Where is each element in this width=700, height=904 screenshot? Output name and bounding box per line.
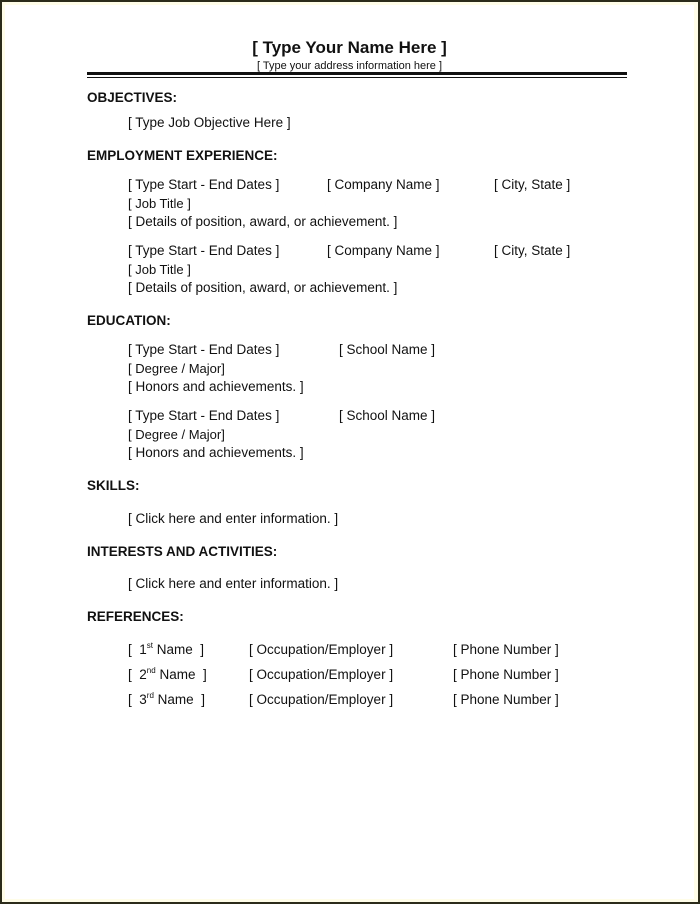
reference-occupation-field[interactable]: [ Occupation/Employer ] (249, 642, 394, 657)
reference-ordinal: 1 (139, 642, 147, 657)
company-name-field[interactable]: [ Company Name ] (327, 243, 440, 258)
employment-heading: EMPLOYMENT EXPERIENCE: (87, 148, 278, 163)
objectives-heading: OBJECTIVES: (87, 90, 178, 105)
reference-phone-field[interactable]: [ Phone Number ] (453, 667, 559, 682)
reference-ordinal-suffix: st (146, 641, 154, 650)
interests-heading: INTERESTS AND ACTIVITIES: (87, 544, 278, 559)
reference-ordinal-suffix: rd (146, 691, 154, 700)
reference-name-label: Name (156, 642, 193, 657)
honors-field[interactable]: [ Honors and achievements. ] (128, 445, 304, 460)
city-state-field[interactable]: [ City, State ] (494, 177, 571, 192)
honors-field[interactable]: [ Honors and achievements. ] (128, 379, 304, 394)
reference-occupation-field[interactable]: [ Occupation/Employer ] (249, 667, 394, 682)
address-line[interactable]: [ Type your address information here ] (256, 60, 443, 72)
company-name-field[interactable]: [ Company Name ] (327, 177, 440, 192)
name-title[interactable]: [ Type Your Name Here ] (252, 38, 447, 57)
skills-field[interactable]: [ Click here and enter information. ] (128, 511, 339, 526)
education-heading: EDUCATION: (87, 313, 171, 328)
reference-occupation-field[interactable]: [ Occupation/Employer ] (249, 692, 394, 707)
education-dates-field[interactable]: [ Type Start - End Dates ] (128, 342, 280, 357)
reference-phone-field[interactable]: [ Phone Number ] (453, 642, 559, 657)
header-rule-thin (87, 77, 627, 78)
school-name-field[interactable]: [ School Name ] (339, 408, 436, 423)
reference-name-field[interactable]: [ 3rd Name ] (128, 691, 205, 707)
objective-field[interactable]: [ Type Job Objective Here ] (128, 115, 291, 130)
reference-phone-field[interactable]: [ Phone Number ] (453, 692, 559, 707)
reference-ordinal-suffix: nd (146, 666, 156, 675)
reference-name-field[interactable]: [ 1st Name ] (128, 641, 205, 657)
reference-ordinal: 3 (139, 692, 147, 707)
degree-field[interactable]: [ Degree / Major] (128, 427, 225, 442)
header-rule-thick (87, 72, 627, 75)
job-title-field[interactable]: [ Job Title ] (128, 196, 191, 211)
degree-field[interactable]: [ Degree / Major] (128, 361, 225, 376)
education-dates-field[interactable]: [ Type Start - End Dates ] (128, 408, 280, 423)
interests-field[interactable]: [ Click here and enter information. ] (128, 576, 339, 591)
school-name-field[interactable]: [ School Name ] (339, 342, 436, 357)
skills-heading: SKILLS: (87, 478, 140, 493)
reference-ordinal: 2 (139, 667, 147, 682)
reference-name-label: Name (159, 667, 196, 682)
job-title-field[interactable]: [ Job Title ] (128, 262, 191, 277)
resume-page (5, 5, 694, 899)
references-heading: REFERENCES: (87, 609, 184, 624)
job-details-field[interactable]: [ Details of position, award, or achievement. ] (128, 280, 398, 295)
employment-dates-field[interactable]: [ Type Start - End Dates ] (128, 243, 280, 258)
employment-dates-field[interactable]: [ Type Start - End Dates ] (128, 177, 280, 192)
city-state-field[interactable]: [ City, State ] (494, 243, 571, 258)
reference-name-field[interactable]: [ 2nd Name ] (128, 666, 207, 682)
reference-name-label: Name (157, 692, 194, 707)
job-details-field[interactable]: [ Details of position, award, or achievement. ] (128, 214, 398, 229)
